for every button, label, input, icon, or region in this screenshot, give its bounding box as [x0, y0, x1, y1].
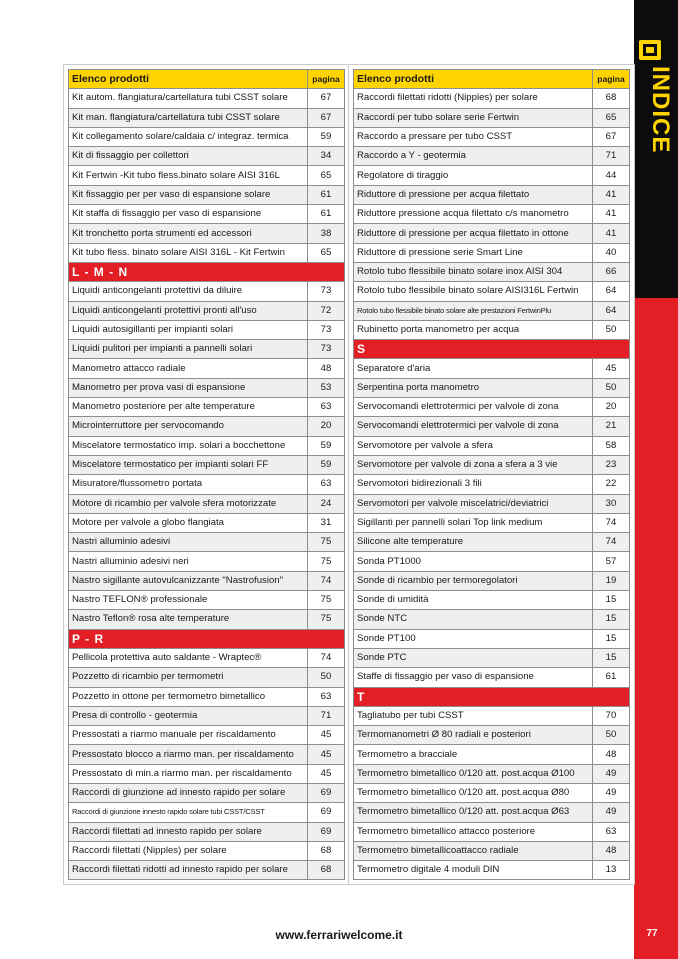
- product-name: Pozzetto in ottone per termometro bimetallico: [69, 687, 308, 706]
- product-row[interactable]: [354, 822, 630, 841]
- product-row[interactable]: [354, 610, 630, 629]
- table-header: [69, 70, 345, 89]
- product-name: Misuratore/flussometro portata: [69, 475, 308, 494]
- product-row[interactable]: [69, 745, 345, 764]
- product-row[interactable]: [69, 166, 345, 185]
- header-title: Elenco prodotti: [354, 70, 593, 89]
- product-page: 49: [593, 764, 630, 783]
- product-name: Nastro sigillante autovulcanizzante "Nastrofusion": [69, 571, 308, 590]
- product-row[interactable]: [69, 706, 345, 725]
- product-name: Separatore d'aria: [354, 359, 593, 378]
- product-page: 50: [593, 378, 630, 397]
- product-page: 71: [308, 706, 345, 725]
- product-page: 59: [308, 436, 345, 455]
- product-page: 63: [593, 822, 630, 841]
- product-page: 53: [308, 378, 345, 397]
- product-name: Sonde di umidità: [354, 591, 593, 610]
- product-row[interactable]: [69, 803, 345, 822]
- product-page: 59: [308, 127, 345, 146]
- product-row[interactable]: [354, 398, 630, 417]
- product-page: 58: [593, 436, 630, 455]
- product-name: Raccordo a pressare per tubo CSST: [354, 127, 593, 146]
- product-row[interactable]: [354, 455, 630, 474]
- sidebar-red-band: [634, 298, 678, 959]
- product-row[interactable]: [69, 147, 345, 166]
- product-page: 19: [593, 571, 630, 590]
- product-page: 44: [593, 166, 630, 185]
- product-page: 45: [308, 726, 345, 745]
- product-name: Serpentina porta manometro: [354, 378, 593, 397]
- product-name: Sonde PTC: [354, 648, 593, 667]
- product-page: 49: [593, 783, 630, 802]
- product-name: Kit di fissaggio per collettori: [69, 147, 308, 166]
- product-page: 15: [593, 629, 630, 648]
- product-page: 50: [593, 320, 630, 339]
- product-page: 20: [308, 417, 345, 436]
- product-row[interactable]: [69, 359, 345, 378]
- product-row[interactable]: [354, 513, 630, 532]
- product-page: 61: [308, 205, 345, 224]
- product-row[interactable]: [69, 89, 345, 108]
- product-name: Termometro a bracciale: [354, 745, 593, 764]
- product-name: Regolatore di tiraggio: [354, 166, 593, 185]
- product-name: Kit autom. flangiatura/cartellatura tubi CSST solare: [69, 89, 308, 108]
- product-name: Pellicola protettiva auto saldante - Wraptec®: [69, 648, 308, 667]
- product-row[interactable]: [354, 417, 630, 436]
- product-name: Sonde PT100: [354, 629, 593, 648]
- product-page: 22: [593, 475, 630, 494]
- section-header: [354, 687, 630, 706]
- product-row[interactable]: [354, 571, 630, 590]
- product-name: Kit Fertwin -Kit tubo fless.binato solare AISI 316L: [69, 166, 308, 185]
- product-row[interactable]: [354, 205, 630, 224]
- product-name: Raccordi di giunzione ad innesto rapido per solare: [69, 783, 308, 802]
- product-row[interactable]: [354, 378, 630, 397]
- product-name: Liquidi pulitori per impianti a pannelli solari: [69, 340, 308, 359]
- product-page: 67: [308, 108, 345, 127]
- product-page: 63: [308, 398, 345, 417]
- product-row[interactable]: [69, 475, 345, 494]
- product-page: 75: [308, 610, 345, 629]
- product-row[interactable]: [69, 668, 345, 687]
- product-name: Servomotore per valvole di zona a sfera a 3 vie: [354, 455, 593, 474]
- product-name: Nastri alluminio adesivi neri: [69, 552, 308, 571]
- product-name: Nastri alluminio adesivi: [69, 533, 308, 552]
- product-name: Servomotori bidirezionali 3 fili: [354, 475, 593, 494]
- product-row[interactable]: [69, 783, 345, 802]
- product-name: Nastro Teflon® rosa alte temperature: [69, 610, 308, 629]
- product-page: 64: [593, 282, 630, 301]
- product-row[interactable]: [69, 494, 345, 513]
- product-name: Pozzetto di ricambio per termometri: [69, 668, 308, 687]
- product-row[interactable]: [69, 282, 345, 301]
- product-name: Riduttore di pressione per acqua filettato: [354, 185, 593, 204]
- product-page: 69: [308, 803, 345, 822]
- product-name: Manometro posteriore per alte temperature: [69, 398, 308, 417]
- product-name: Manometro per prova vasi di espansione: [69, 378, 308, 397]
- section-label: L - M - N: [69, 262, 345, 281]
- product-page: 69: [308, 822, 345, 841]
- product-row[interactable]: [69, 571, 345, 590]
- product-name: Servomotori per valvole miscelatrici/deviatrici: [354, 494, 593, 513]
- product-page: 75: [308, 533, 345, 552]
- product-row[interactable]: [69, 243, 345, 262]
- product-name: Manometro attacco radiale: [69, 359, 308, 378]
- product-name: Raccordi filettati ad innesto rapido per solare: [69, 822, 308, 841]
- product-name: Termomanometri Ø 80 radiali e posteriori: [354, 726, 593, 745]
- product-page: 59: [308, 455, 345, 474]
- page-number: 77: [646, 928, 658, 939]
- product-page: 50: [593, 726, 630, 745]
- product-row[interactable]: [69, 398, 345, 417]
- product-page: 71: [593, 147, 630, 166]
- product-page: 74: [308, 571, 345, 590]
- product-row[interactable]: [354, 861, 630, 880]
- product-name: Raccordi di giunzione innesto rapido solare tubi CSST/CSST: [69, 803, 308, 822]
- product-name: Kit fissaggio per per vaso di espansione solare: [69, 185, 308, 204]
- product-index-right: [348, 64, 635, 885]
- product-row[interactable]: [69, 687, 345, 706]
- product-page: 73: [308, 320, 345, 339]
- product-row[interactable]: [354, 764, 630, 783]
- product-row[interactable]: [69, 455, 345, 474]
- product-row[interactable]: [354, 320, 630, 339]
- product-name: Rotolo tubo flessibile binato solare AISI316L Fertwin: [354, 282, 593, 301]
- product-row[interactable]: [354, 108, 630, 127]
- product-page: 68: [308, 841, 345, 860]
- product-name: Raccordo a Y - geotermia: [354, 147, 593, 166]
- product-page: 45: [593, 359, 630, 378]
- product-row[interactable]: [354, 591, 630, 610]
- product-page: 74: [308, 648, 345, 667]
- product-page: 67: [308, 89, 345, 108]
- product-table-right: [353, 69, 630, 880]
- product-row[interactable]: [69, 378, 345, 397]
- product-row[interactable]: [69, 648, 345, 667]
- product-name: Kit tronchetto porta strumenti ed accessori: [69, 224, 308, 243]
- product-name: Servocomandi elettrotermici per valvole di zona: [354, 398, 593, 417]
- product-row[interactable]: [354, 648, 630, 667]
- product-name: Staffe di fissaggio per vaso di espansione: [354, 668, 593, 687]
- product-page: 15: [593, 648, 630, 667]
- product-name: Motore di ricambio per valvole sfera motorizzate: [69, 494, 308, 513]
- product-page: 24: [308, 494, 345, 513]
- product-name: Miscelatore termostatico imp. solari a bocchettone: [69, 436, 308, 455]
- product-page: 61: [308, 185, 345, 204]
- product-page: 67: [593, 127, 630, 146]
- product-page: 73: [308, 340, 345, 359]
- product-page: 20: [593, 398, 630, 417]
- product-row[interactable]: [69, 436, 345, 455]
- product-page: 63: [308, 475, 345, 494]
- product-name: Rubinetto porta manometro per acqua: [354, 320, 593, 339]
- product-name: Kit man. flangiatura/cartellatura tubi CSST solare: [69, 108, 308, 127]
- product-page: 15: [593, 610, 630, 629]
- product-page: 74: [593, 533, 630, 552]
- product-page: 38: [308, 224, 345, 243]
- product-page: 23: [593, 455, 630, 474]
- product-name: Liquidi autosigillanti per impianti solari: [69, 320, 308, 339]
- product-name: Raccordi filettati ridotti ad innesto rapido per solare: [69, 861, 308, 880]
- product-name: Presa di controllo - geotermia: [69, 706, 308, 725]
- product-page: 65: [593, 108, 630, 127]
- product-row[interactable]: [69, 861, 345, 880]
- product-name: Riduttore di pressione serie Smart Line: [354, 243, 593, 262]
- product-row[interactable]: [354, 629, 630, 648]
- product-page: 74: [593, 513, 630, 532]
- product-row[interactable]: [69, 301, 345, 320]
- product-row[interactable]: [69, 822, 345, 841]
- product-page: 75: [308, 591, 345, 610]
- product-name: Silicone alte temperature: [354, 533, 593, 552]
- product-name: Microinterruttore per servocomando: [69, 417, 308, 436]
- product-row[interactable]: [354, 436, 630, 455]
- product-row[interactable]: [354, 243, 630, 262]
- product-row[interactable]: [354, 359, 630, 378]
- product-name: Servomotore per valvole a sfera: [354, 436, 593, 455]
- product-row[interactable]: [69, 610, 345, 629]
- product-name: Liquidi anticongelanti protettivi pronti all'uso: [69, 301, 308, 320]
- product-page: 61: [593, 668, 630, 687]
- product-row[interactable]: [69, 320, 345, 339]
- product-name: Termometro bimetallico 0/120 att. post.acqua Ø100: [354, 764, 593, 783]
- product-page: 40: [593, 243, 630, 262]
- product-row[interactable]: [354, 127, 630, 146]
- product-row[interactable]: [354, 224, 630, 243]
- product-page: 57: [593, 552, 630, 571]
- product-name: Motore per valvole a globo flangiata: [69, 513, 308, 532]
- product-name: Servocomandi elettrotermici per valvole di zona: [354, 417, 593, 436]
- section-label: S: [354, 340, 630, 359]
- product-page: 72: [308, 301, 345, 320]
- index-tab-icon: [637, 36, 665, 64]
- product-name: Kit tubo fless. binato solare AISI 316L - Kit Fertwin: [69, 243, 308, 262]
- product-name: Pressostato blocco a riarmo man. per riscaldamento: [69, 745, 308, 764]
- product-name: Termometro bimetallico 0/120 att. post.acqua Ø63: [354, 803, 593, 822]
- product-name: Rotolo tubo flessibile binato solare alte prestazioni FertwinPlu: [354, 301, 593, 320]
- product-name: Rotolo tubo flessibile binato solare inox AISI 304: [354, 262, 593, 281]
- product-name: Sigillanti per pannelli solari Top link medium: [354, 513, 593, 532]
- product-page: 41: [593, 185, 630, 204]
- product-row[interactable]: [69, 513, 345, 532]
- product-row[interactable]: [354, 262, 630, 281]
- header-page: pagina: [308, 70, 345, 89]
- product-page: 49: [593, 803, 630, 822]
- product-row[interactable]: [354, 745, 630, 764]
- product-row[interactable]: [69, 764, 345, 783]
- product-page: 68: [593, 89, 630, 108]
- product-page: 48: [593, 841, 630, 860]
- product-page: 70: [593, 706, 630, 725]
- product-name: Liquidi anticongelanti protettivi da diluire: [69, 282, 308, 301]
- header-page: pagina: [593, 70, 630, 89]
- section-label: T: [354, 687, 630, 706]
- table-header: [354, 70, 630, 89]
- header-title: Elenco prodotti: [69, 70, 308, 89]
- product-row[interactable]: [354, 706, 630, 725]
- product-row[interactable]: [354, 494, 630, 513]
- product-name: Raccordi filettati ridotti (Nipples) per solare: [354, 89, 593, 108]
- product-row[interactable]: [354, 166, 630, 185]
- section-header: [69, 262, 345, 281]
- product-name: Sonde di ricambio per termoregolatori: [354, 571, 593, 590]
- product-row[interactable]: [69, 127, 345, 146]
- product-table-left: [68, 69, 345, 880]
- product-name: Nastro TEFLON® professionale: [69, 591, 308, 610]
- product-page: 65: [308, 243, 345, 262]
- product-row[interactable]: [354, 552, 630, 571]
- section-header: [69, 629, 345, 648]
- product-page: 73: [308, 282, 345, 301]
- product-name: Termometro bimetallico 0/120 att. post.acqua Ø80: [354, 783, 593, 802]
- product-row[interactable]: [69, 224, 345, 243]
- section-header: [354, 340, 630, 359]
- product-page: 15: [593, 591, 630, 610]
- product-page: 69: [308, 783, 345, 802]
- product-page: 48: [308, 359, 345, 378]
- product-row[interactable]: [354, 475, 630, 494]
- product-row[interactable]: [69, 533, 345, 552]
- product-name: Riduttore pressione acqua filettato c/s manometro: [354, 205, 593, 224]
- product-name: Sonde NTC: [354, 610, 593, 629]
- product-name: Termometro bimetallicoattacco radiale: [354, 841, 593, 860]
- product-name: Kit staffa di fissaggio per vaso di espansione: [69, 205, 308, 224]
- index-tab-label: INDICE: [647, 66, 674, 154]
- product-row[interactable]: [354, 147, 630, 166]
- product-page: 66: [593, 262, 630, 281]
- product-page: 50: [308, 668, 345, 687]
- product-page: 34: [308, 147, 345, 166]
- product-page: 30: [593, 494, 630, 513]
- product-page: 68: [308, 861, 345, 880]
- product-row[interactable]: [354, 783, 630, 802]
- product-row[interactable]: [354, 726, 630, 745]
- product-page: 48: [593, 745, 630, 764]
- product-row[interactable]: [69, 726, 345, 745]
- product-row[interactable]: [354, 841, 630, 860]
- website-footer[interactable]: www.ferrariwelcome.it: [275, 928, 403, 942]
- product-name: Pressostato di min.a riarmo man. per riscaldamento: [69, 764, 308, 783]
- product-name: Pressostati a riarmo manuale per riscaldamento: [69, 726, 308, 745]
- product-page: 13: [593, 861, 630, 880]
- product-name: Sonda PT1000: [354, 552, 593, 571]
- product-page: 45: [308, 745, 345, 764]
- product-row[interactable]: [354, 803, 630, 822]
- product-page: 21: [593, 417, 630, 436]
- product-page: 63: [308, 687, 345, 706]
- product-row[interactable]: [69, 841, 345, 860]
- product-row[interactable]: [354, 282, 630, 301]
- product-row[interactable]: [69, 552, 345, 571]
- product-page: 41: [593, 205, 630, 224]
- product-row[interactable]: [354, 185, 630, 204]
- product-row[interactable]: [69, 417, 345, 436]
- product-page: 75: [308, 552, 345, 571]
- product-page: 45: [308, 764, 345, 783]
- product-index-left: [63, 64, 350, 885]
- product-row[interactable]: [69, 205, 345, 224]
- product-name: Raccordi filettati (Nipples) per solare: [69, 841, 308, 860]
- product-row[interactable]: [69, 108, 345, 127]
- product-row[interactable]: [354, 533, 630, 552]
- product-row[interactable]: [69, 591, 345, 610]
- product-page: 41: [593, 224, 630, 243]
- product-name: Miscelatore termostatico per impianti solari FF: [69, 455, 308, 474]
- product-name: Kit collegamento solare/caldaia c/ integraz. termica: [69, 127, 308, 146]
- product-row[interactable]: [354, 89, 630, 108]
- section-label: P - R: [69, 629, 345, 648]
- product-name: Tagliatubo per tubi CSST: [354, 706, 593, 725]
- product-row[interactable]: [69, 185, 345, 204]
- product-page: 31: [308, 513, 345, 532]
- product-row[interactable]: [69, 340, 345, 359]
- product-page: 65: [308, 166, 345, 185]
- product-page: 64: [593, 301, 630, 320]
- product-name: Raccordi per tubo solare serie Fertwin: [354, 108, 593, 127]
- product-name: Termometro bimetallico attacco posteriore: [354, 822, 593, 841]
- product-row[interactable]: [354, 301, 630, 320]
- product-row[interactable]: [354, 668, 630, 687]
- product-name: Riduttore di pressione per acqua filettato in ottone: [354, 224, 593, 243]
- product-name: Termometro digitale 4 moduli DIN: [354, 861, 593, 880]
